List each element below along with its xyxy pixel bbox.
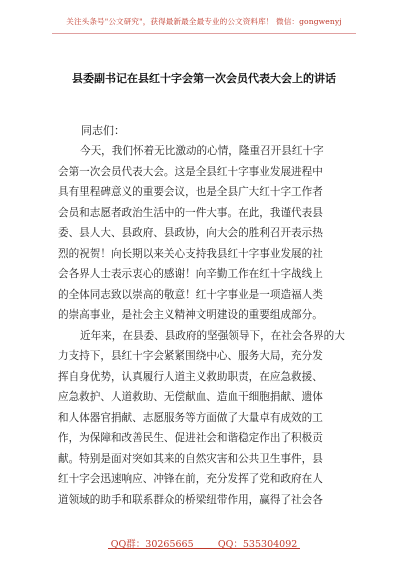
body-line: 会员和志愿者政治生活中的一件大事。在此，我谨代表县 [58, 206, 323, 219]
body-line: 会各界人士表示衷心的感谢！向辛勤工作在红十字战线上 [58, 268, 323, 280]
footer-qq-group: QQ群：30265665 [110, 539, 194, 550]
document-body [58, 141, 356, 510]
body-line: 委、县人大、县政府、县政协，向大会的胜利召开表示热 [58, 227, 323, 239]
salutation: 同志们： [81, 124, 125, 137]
header-banner: 关注头条号"公文研究"，获得最新最全最专业的公文资料库！ 微信：gongwenyj [66, 17, 342, 26]
body-line: 道领域的助手和联系群众的桥梁纽带作用，赢得了社会各 [58, 493, 323, 506]
body-line: 近年来，在县委、县政府的坚强领导下，在社会各界的大 [80, 329, 345, 342]
body-line: 应急救护、人道救助、无偿献血、造血干细胞捐献、遗体 [58, 391, 323, 403]
body-line: 会第一次会员代表大会。这是全县红十字事业发展进程中 [58, 165, 323, 178]
body-line: 具有里程碑意义的重要会议，也是全县广大红十字工作者 [58, 186, 323, 198]
body-line: 烈的祝贺！向长期以来关心支持我县红十字事业发展的社 [58, 247, 323, 260]
body-line: 挥自身优势，认真履行人道主义救助职责，在应急救援、 [58, 370, 323, 383]
body-line: 献。特别是面对突如其来的自然灾害和公共卫生事件，县 [58, 452, 323, 465]
body-line: 今天，我们怀着无比激动的心情，隆重召开县红十字 [80, 145, 324, 157]
body-line: 和人体器官捐献、志愿服务等方面做了大量卓有成效的工 [58, 411, 323, 424]
body-line: 作，为保障和改善民生、促进社会和谐稳定作出了积极贡 [58, 432, 323, 444]
body-line: 的崇高事业，是社会主义精神文明建设的重要组成部分。 [58, 309, 323, 321]
footer-underline [108, 548, 300, 549]
body-line: 力支持下，县红十字会紧紧围绕中心、服务大局，充分发 [58, 350, 323, 362]
footer-qq: QQ：535304092 [217, 539, 298, 550]
header-divider [52, 33, 356, 34]
document-title: 县委副书记在县红十字会第一次会员代表大会上的讲话 [72, 72, 336, 85]
body-line: 红十字会迅速响应、冲锋在前，充分发挥了党和政府在人 [58, 473, 323, 485]
body-line: 的全体同志致以崇高的敬意！红十字事业是一项造福人类 [58, 288, 323, 301]
